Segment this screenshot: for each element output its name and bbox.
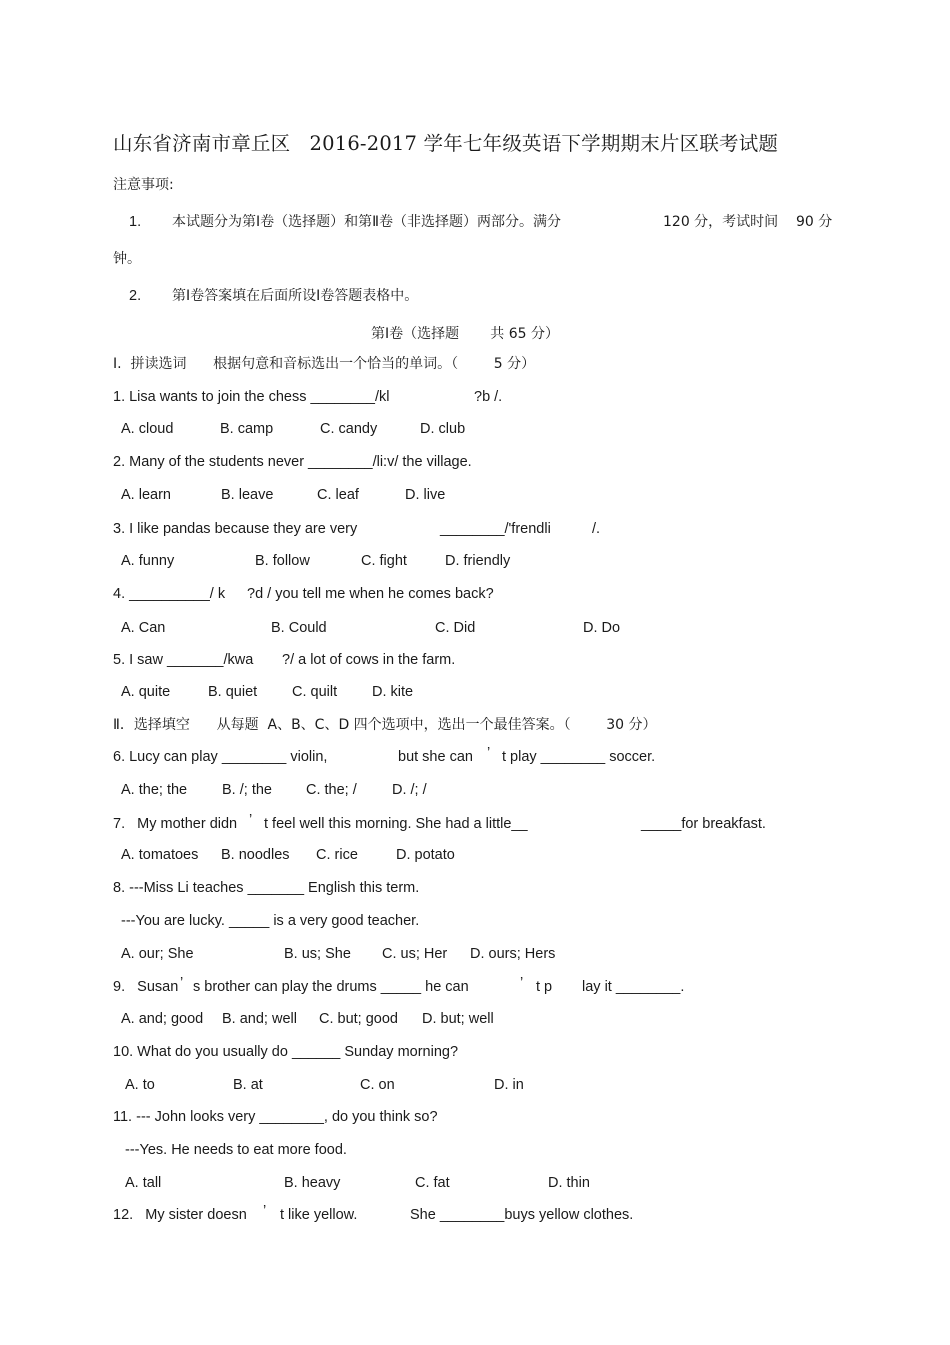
notice-item-2-number: 2. xyxy=(129,288,142,304)
question-9-option-c: C. but; good xyxy=(319,1011,398,1027)
question-9-apostrophe-1: ’ xyxy=(180,975,184,991)
question-11-option-a: A. tall xyxy=(125,1175,162,1191)
question-2-text: 2. Many of the students never ________/li:v/ the village. xyxy=(113,454,472,470)
question-1-text: 1. Lisa wants to join the chess ________/kl xyxy=(113,389,390,405)
question-6-option-b: B. /; the xyxy=(222,782,272,798)
question-10-option-b: B. at xyxy=(233,1077,263,1093)
notice-item-1-score: 120 分，考试时间 90 分 xyxy=(663,214,833,230)
question-9-option-b: B. and; well xyxy=(222,1011,297,1027)
question-7-option-d: D. potato xyxy=(396,847,455,863)
question-4-text-end: ?d / you tell me when he comes back? xyxy=(247,586,494,602)
question-5-option-b: B. quiet xyxy=(208,684,258,700)
question-1-option-c: C. candy xyxy=(320,421,378,437)
question-9-option-d: D. but; well xyxy=(422,1011,494,1027)
question-11-reply: ---Yes. He needs to eat more food. xyxy=(125,1142,347,1158)
question-2-option-c: C. leaf xyxy=(317,487,359,503)
question-5-option-d: D. kite xyxy=(372,684,414,700)
question-4-text: 4. __________/ k xyxy=(113,586,226,602)
notice-item-1-text: 本试题分为第Ⅰ卷（选择题）和第Ⅱ卷（非选择题）两部分。满分 xyxy=(172,214,562,230)
question-12-apostrophe: ’ xyxy=(263,1203,267,1219)
question-6-option-c: C. the; / xyxy=(306,782,357,798)
question-4-option-d: D. Do xyxy=(583,620,621,636)
question-9-text: 9. Susan xyxy=(113,979,179,995)
question-7-option-c: C. rice xyxy=(316,847,358,863)
section-2-heading: Ⅱ．选择填空 从每题 A、B、C、D 四个选项中，选出一个最佳答案。（ 30 分） xyxy=(113,717,657,733)
question-9-text-mid: s brother can play the drums _____ he can xyxy=(193,979,469,995)
question-8-option-b: B. us; She xyxy=(284,946,351,962)
question-3-option-c: C. fight xyxy=(361,553,407,569)
question-11-option-d: D. thin xyxy=(548,1175,590,1191)
question-11-option-c: C. fat xyxy=(415,1175,450,1191)
question-3-option-a: A. funny xyxy=(121,553,175,569)
question-3-phonetic-end: /. xyxy=(592,521,601,537)
question-10-text: 10. What do you usually do ______ Sunday morning? xyxy=(113,1044,459,1060)
question-5-option-c: C. quilt xyxy=(292,684,338,700)
question-11-text: 11. --- John looks very ________, do you think so? xyxy=(113,1109,438,1125)
question-7-option-b: B. noodles xyxy=(221,847,290,863)
question-12-text-mid: t like yellow. xyxy=(280,1207,358,1223)
question-10-option-d: D. in xyxy=(494,1077,524,1093)
question-12-text: 12. My sister doesn xyxy=(113,1207,247,1223)
notice-item-2-text: 第Ⅰ卷答案填在后面所设Ⅰ卷答题表格中。 xyxy=(172,288,419,304)
question-7-text: 7. My mother didn xyxy=(113,816,238,832)
question-8-text: 8. ---Miss Li teaches _______ English this term. xyxy=(113,880,420,896)
question-3-text: 3. I like pandas because they are very xyxy=(113,521,358,537)
question-1-option-a: A. cloud xyxy=(121,421,174,437)
question-1-phonetic-end: ?b /. xyxy=(474,389,503,405)
volume-1-heading: 第Ⅰ卷（选择题 共 65 分） xyxy=(371,326,559,342)
question-6-apostrophe: ’ xyxy=(487,745,491,761)
question-1-option-d: D. club xyxy=(420,421,466,437)
question-7-text-end: _____for breakfast. xyxy=(641,816,766,832)
section-1-heading: I. 拼读选词 根据句意和音标选出一个恰当的单词。（ 5 分） xyxy=(113,356,536,372)
notice-item-1-continued: 钟。 xyxy=(113,251,141,267)
question-1-option-b: B. camp xyxy=(220,421,274,437)
question-6-option-d: D. /; / xyxy=(392,782,427,798)
notice-heading: 注意事项: xyxy=(113,177,174,193)
question-2-option-a: A. learn xyxy=(121,487,171,503)
question-6-option-a: A. the; the xyxy=(121,782,188,798)
question-2-option-b: B. leave xyxy=(221,487,274,503)
question-5-text: 5. I saw _______/kwa xyxy=(113,652,254,668)
question-2-option-d: D. live xyxy=(405,487,446,503)
question-4-option-a: A. Can xyxy=(121,620,166,636)
question-9-text-end: lay it ________. xyxy=(582,979,685,995)
page-title: 山东省济南市章丘区 2016-2017 学年七年级英语下学期期末片区联考试题 xyxy=(113,132,779,155)
question-6-text: 6. Lucy can play ________ violin, xyxy=(113,749,328,765)
question-9-text-mid-2: t p xyxy=(536,979,553,995)
question-7-text-mid: t feel well this morning. She had a little__ xyxy=(264,816,528,832)
question-10-option-a: A. to xyxy=(125,1077,155,1093)
question-5-text-end: ?/ a lot of cows in the farm. xyxy=(282,652,456,668)
question-8-option-a: A. our; She xyxy=(121,946,194,962)
question-8-option-d: D. ours; Hers xyxy=(470,946,556,962)
question-12-text-end: She ________buys yellow clothes. xyxy=(410,1207,634,1223)
question-10-option-c: C. on xyxy=(360,1077,395,1093)
question-9-option-a: A. and; good xyxy=(121,1011,204,1027)
question-4-option-c: C. Did xyxy=(435,620,476,636)
question-4-option-b: B. Could xyxy=(271,620,327,636)
question-11-option-b: B. heavy xyxy=(284,1175,341,1191)
question-7-apostrophe: ’ xyxy=(249,812,253,828)
notice-item-1-number: 1. xyxy=(129,214,142,230)
question-8-option-c: C. us; Her xyxy=(382,946,448,962)
question-6-text-mid: but she can xyxy=(398,749,473,765)
question-3-option-d: D. friendly xyxy=(445,553,511,569)
question-3-phonetic: ________/'frendli xyxy=(440,521,551,537)
question-8-reply: ---You are lucky. _____ is a very good teacher. xyxy=(121,913,420,929)
question-6-text-end: t play ________ soccer. xyxy=(502,749,656,765)
question-3-option-b: B. follow xyxy=(255,553,310,569)
question-7-option-a: A. tomatoes xyxy=(121,847,199,863)
question-5-option-a: A. quite xyxy=(121,684,171,700)
question-9-apostrophe-2: ’ xyxy=(520,975,524,991)
